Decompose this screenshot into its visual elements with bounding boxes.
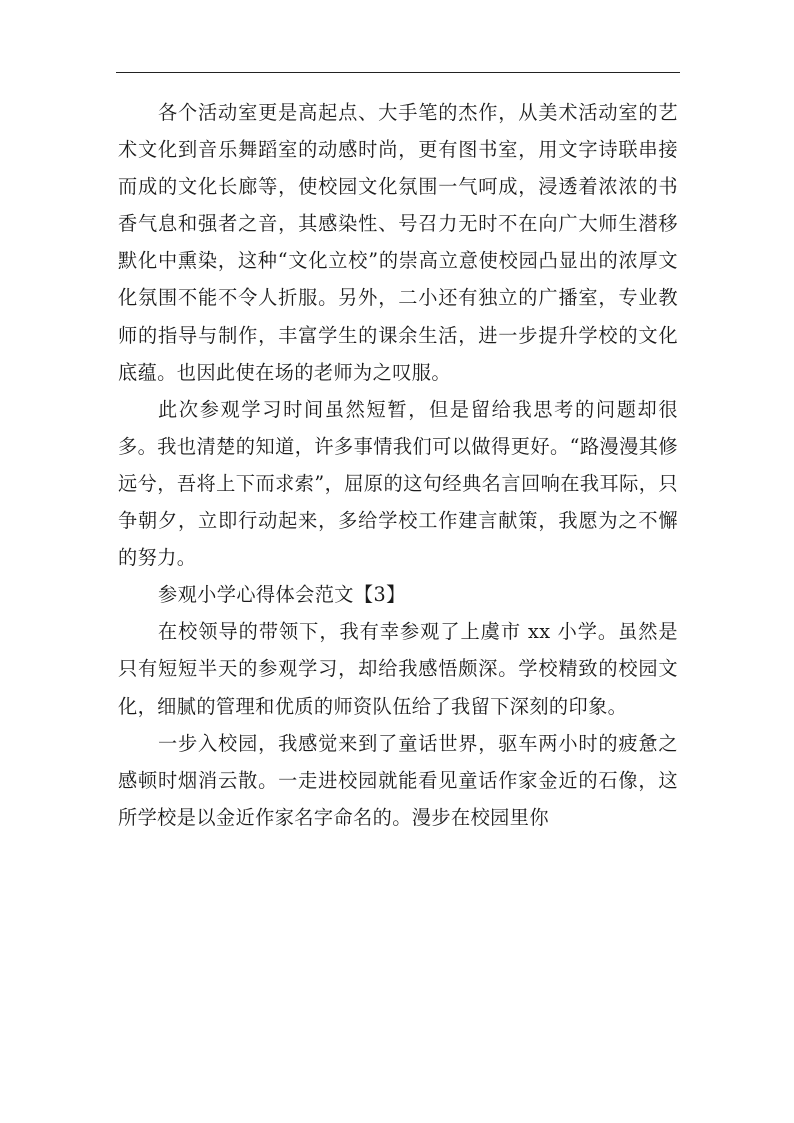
paragraph-campus-entry: 一步入校园，我感觉来到了童话世界，驱车两小时的疲惫之感顿时烟消云散。一走进校园就能看见童话作家金近的石像，这所学校是以金近作家名字命名的。漫步在校园里你 [118,731,678,829]
paragraph-reflection: 此次参观学习时间虽然短暂，但是留给我思考的问题却很多。我也清楚的知道，许多事情我们可以做得更好。“路漫漫其修远兮，吾将上下而求索”，屈原的这句经典名言回响在我耳际，只争朝夕，立即行动起来，多给学校工作建言献策，我愿为之不懈的努力。 [118,397,678,570]
section-heading: 参观小学心得体会范文【3】 [158,583,406,607]
header-rule [116,72,680,73]
document-body [118,94,678,836]
paragraph-visit-intro: 在校领导的带领下，我有幸参观了上虞市 xx 小学。虽然是只有短短半天的参观学习，却给我感悟颇深。学校精致的校园文化，细腻的管理和优质的师资队伍给了我留下深刻的印象。 [118,620,678,718]
paragraph-activity-rooms: 各个活动室更是高起点、大手笔的杰作，从美术活动室的艺术文化到音乐舞蹈室的动感时尚，更有图书室，用文字诗联串接而成的文化长廊等，使校园文化氛围一气呵成，浸透着浓浓的书香气息和强者之音，其感染性、号召力无时不在向广大师生潜移默化中熏染，这种“文化立校”的崇高立意使校园凸显出的浓厚文化氛围不能不令人折服。另外，二小还有独立的广播室，专业教师的指导与制作，丰富学生的课余生活，进一步提升学校的文化底蕴。也因此使在场的老师为之叹服。 [118,101,678,384]
